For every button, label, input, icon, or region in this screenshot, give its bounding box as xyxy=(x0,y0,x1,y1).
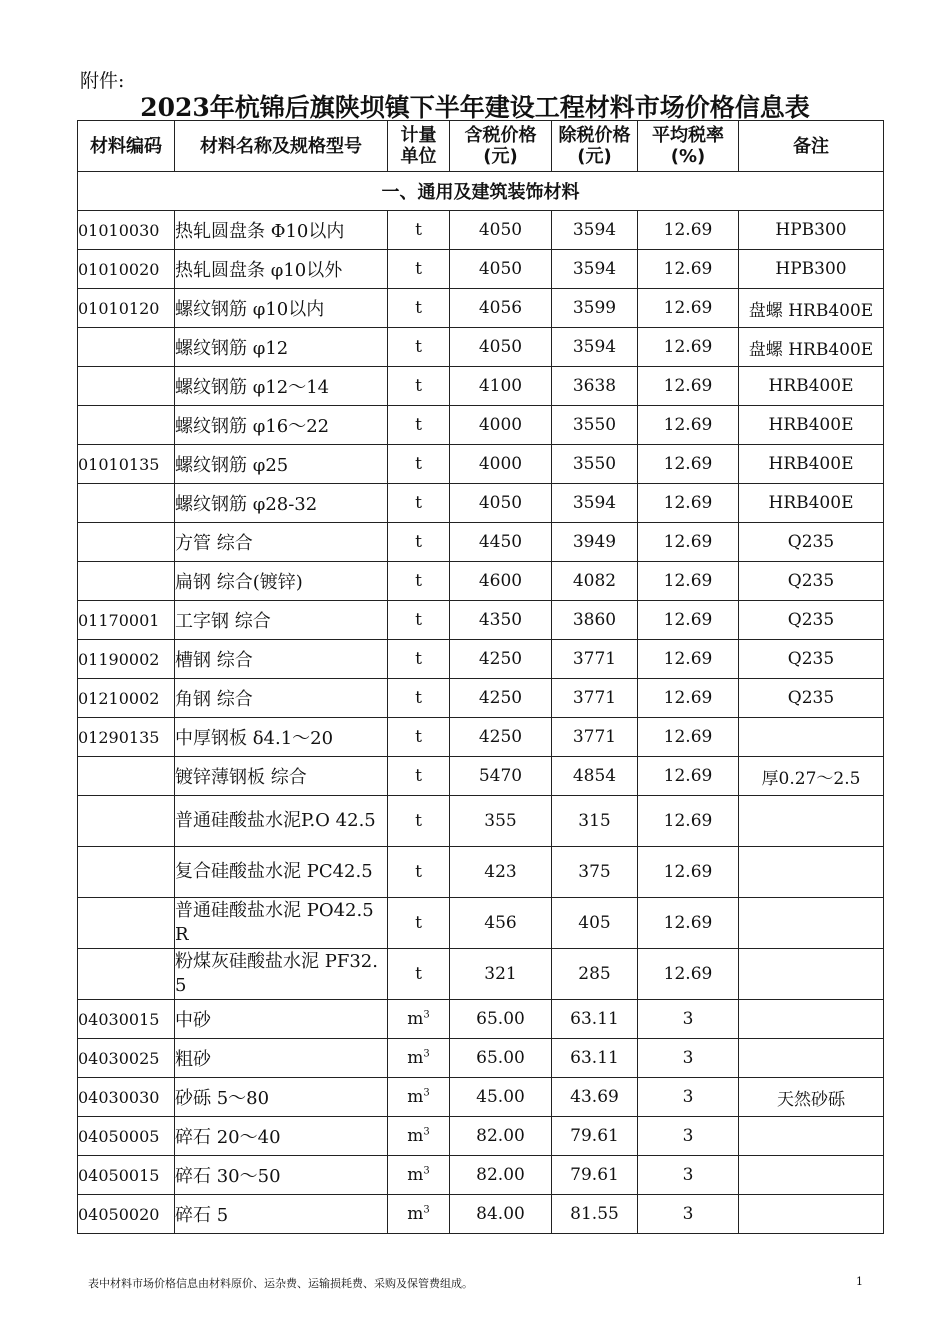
cell-price-tax: 4350 xyxy=(450,601,552,640)
cell-code xyxy=(78,406,175,445)
cell-note: 盘螺 HRB400E xyxy=(739,328,884,367)
cell-price-notax: 3771 xyxy=(552,679,638,718)
cell-unit: $m^3$ xyxy=(388,1000,450,1039)
cell-unit: t xyxy=(388,523,450,562)
cell-rate: 12.69 xyxy=(638,640,739,679)
cell-name: 螺纹钢筋 φ12～14 xyxy=(175,367,388,406)
cell-name: 螺纹钢筋 φ25 xyxy=(175,445,388,484)
cell-note: 厚0.27～2.5 xyxy=(739,757,884,796)
cell-name: 螺纹钢筋 φ10以内 xyxy=(175,289,388,328)
cell-name: 角钢 综合 xyxy=(175,679,388,718)
cell-price-notax: 3860 xyxy=(552,601,638,640)
unit-superscript: 3 xyxy=(423,1087,430,1099)
cell-rate: 12.69 xyxy=(638,562,739,601)
cell-name: 工字钢 综合 xyxy=(175,601,388,640)
cell-rate: 12.69 xyxy=(638,406,739,445)
cell-unit: t xyxy=(388,757,450,796)
cell-unit: $m^3$ xyxy=(388,1078,450,1117)
cell-unit: t xyxy=(388,445,450,484)
cell-price-tax: 4450 xyxy=(450,523,552,562)
cell-unit: t xyxy=(388,484,450,523)
cell-price-tax: 4600 xyxy=(450,562,552,601)
cell-name: 普通硅酸盐水泥P.O 42.5 xyxy=(175,796,388,847)
cell-note: Q235 xyxy=(739,640,884,679)
cell-note: HPB300 xyxy=(739,211,884,250)
cell-rate: 12.69 xyxy=(638,484,739,523)
cell-unit: t xyxy=(388,679,450,718)
header-note: 备注 xyxy=(739,121,884,172)
table-row xyxy=(78,1000,884,1039)
cell-rate: 3 xyxy=(638,1000,739,1039)
table-row xyxy=(78,328,884,367)
cell-price-notax: 79.61 xyxy=(552,1117,638,1156)
cell-note: HRB400E xyxy=(739,406,884,445)
cell-price-tax: 4050 xyxy=(450,328,552,367)
cell-rate: 12.69 xyxy=(638,367,739,406)
cell-code: 01190002 xyxy=(78,640,175,679)
cell-price-notax: 3594 xyxy=(552,328,638,367)
cell-price-tax: 355 xyxy=(450,796,552,847)
header-price-notax: 除税价格 (元) xyxy=(552,121,638,172)
table-row xyxy=(78,601,884,640)
cell-price-notax: 3771 xyxy=(552,640,638,679)
cell-price-notax: 4854 xyxy=(552,757,638,796)
cell-name: 螺纹钢筋 φ12 xyxy=(175,328,388,367)
cell-name: 槽钢 综合 xyxy=(175,640,388,679)
cell-unit: $m^3$ xyxy=(388,1117,450,1156)
cell-code xyxy=(78,898,175,949)
cell-code xyxy=(78,847,175,898)
cell-code: 01010135 xyxy=(78,445,175,484)
table-row xyxy=(78,847,884,898)
table-row xyxy=(78,367,884,406)
cell-rate: 3 xyxy=(638,1156,739,1195)
cell-code: 04030015 xyxy=(78,1000,175,1039)
cell-rate: 3 xyxy=(638,1195,739,1234)
cell-price-tax: 82.00 xyxy=(450,1156,552,1195)
table-row xyxy=(78,1195,884,1234)
cell-unit: t xyxy=(388,328,450,367)
cell-rate: 12.69 xyxy=(638,949,739,1000)
cell-code: 01290135 xyxy=(78,718,175,757)
cell-price-tax: 82.00 xyxy=(450,1117,552,1156)
cell-name: 复合硅酸盐水泥 PC42.5 xyxy=(175,847,388,898)
table-row xyxy=(78,523,884,562)
cell-code: 04030030 xyxy=(78,1078,175,1117)
cell-rate: 12.69 xyxy=(638,289,739,328)
cell-price-notax: 3599 xyxy=(552,289,638,328)
cell-price-notax: 3550 xyxy=(552,445,638,484)
cell-price-notax: 3594 xyxy=(552,484,638,523)
unit-superscript: 3 xyxy=(423,1009,430,1021)
cell-price-notax: 405 xyxy=(552,898,638,949)
table-row xyxy=(78,718,884,757)
unit-superscript: 3 xyxy=(423,1126,430,1138)
cell-code: 04050015 xyxy=(78,1156,175,1195)
table-row xyxy=(78,484,884,523)
cell-price-tax: 4050 xyxy=(450,250,552,289)
cell-note: HRB400E xyxy=(739,484,884,523)
table-row xyxy=(78,211,884,250)
cell-code: 01010120 xyxy=(78,289,175,328)
cell-unit: t xyxy=(388,601,450,640)
cell-name: 螺纹钢筋 φ28-32 xyxy=(175,484,388,523)
cell-price-notax: 3638 xyxy=(552,367,638,406)
cell-note xyxy=(739,898,884,949)
cell-code: 01210002 xyxy=(78,679,175,718)
cell-code: 01010020 xyxy=(78,250,175,289)
cell-rate: 12.69 xyxy=(638,523,739,562)
footnote: 表中材料市场价格信息由材料原价、运杂费、运输损耗费、采购及保管费组成。 xyxy=(88,1277,473,1290)
cell-price-tax: 4250 xyxy=(450,640,552,679)
table-row xyxy=(78,1117,884,1156)
cell-price-notax: 315 xyxy=(552,796,638,847)
cell-rate: 12.69 xyxy=(638,211,739,250)
cell-price-tax: 65.00 xyxy=(450,1000,552,1039)
attachment-label: 附件: xyxy=(80,70,125,92)
cell-price-notax: 3949 xyxy=(552,523,638,562)
cell-rate: 12.69 xyxy=(638,250,739,289)
page-number: 1 xyxy=(856,1275,863,1288)
cell-name: 螺纹钢筋 φ16～22 xyxy=(175,406,388,445)
cell-price-notax: 375 xyxy=(552,847,638,898)
unit-superscript: 3 xyxy=(423,1204,430,1216)
cell-price-tax: 4000 xyxy=(450,445,552,484)
cell-price-notax: 81.55 xyxy=(552,1195,638,1234)
table-row xyxy=(78,640,884,679)
cell-name: 热轧圆盘条 φ10以外 xyxy=(175,250,388,289)
cell-price-tax: 4250 xyxy=(450,718,552,757)
cell-price-tax: 4056 xyxy=(450,289,552,328)
unit-superscript: 3 xyxy=(423,1165,430,1177)
cell-unit: t xyxy=(388,898,450,949)
cell-note: 盘螺 HRB400E xyxy=(739,289,884,328)
cell-rate: 3 xyxy=(638,1117,739,1156)
cell-name: 中厚钢板 δ4.1～20 xyxy=(175,718,388,757)
cell-rate: 12.69 xyxy=(638,718,739,757)
cell-note xyxy=(739,1117,884,1156)
cell-unit: t xyxy=(388,640,450,679)
cell-note xyxy=(739,718,884,757)
cell-unit: $m^3$ xyxy=(388,1195,450,1234)
cell-price-tax: 4050 xyxy=(450,211,552,250)
cell-name: 碎石 5 xyxy=(175,1195,388,1234)
cell-note xyxy=(739,949,884,1000)
table-row xyxy=(78,289,884,328)
table-row xyxy=(78,1078,884,1117)
cell-note xyxy=(739,1000,884,1039)
cell-rate: 12.69 xyxy=(638,898,739,949)
cell-price-notax: 3594 xyxy=(552,250,638,289)
document-title: 2023年杭锦后旗陕坝镇下半年建设工程材料市场价格信息表 xyxy=(140,93,810,122)
cell-unit: t xyxy=(388,289,450,328)
header-unit: 计量 单位 xyxy=(388,121,450,172)
cell-rate: 12.69 xyxy=(638,601,739,640)
cell-code xyxy=(78,367,175,406)
table-row xyxy=(78,898,884,949)
cell-code xyxy=(78,328,175,367)
cell-note xyxy=(739,1156,884,1195)
cell-code: 01010030 xyxy=(78,211,175,250)
cell-price-tax: 321 xyxy=(450,949,552,1000)
header-price-tax: 含税价格 (元) xyxy=(450,121,552,172)
cell-note xyxy=(739,1039,884,1078)
cell-price-tax: 4100 xyxy=(450,367,552,406)
section-title: 一、通用及建筑装饰材料 xyxy=(78,172,884,211)
cell-price-notax: 3550 xyxy=(552,406,638,445)
cell-code xyxy=(78,796,175,847)
cell-rate: 3 xyxy=(638,1078,739,1117)
cell-unit: t xyxy=(388,796,450,847)
table-row xyxy=(78,562,884,601)
cell-name: 中砂 xyxy=(175,1000,388,1039)
unit-superscript: 3 xyxy=(423,1048,430,1060)
cell-rate: 12.69 xyxy=(638,328,739,367)
cell-price-notax: 3771 xyxy=(552,718,638,757)
header-name: 材料名称及规格型号 xyxy=(175,121,388,172)
cell-note: Q235 xyxy=(739,679,884,718)
cell-price-notax: 63.11 xyxy=(552,1039,638,1078)
cell-price-tax: 4050 xyxy=(450,484,552,523)
cell-price-notax: 3594 xyxy=(552,211,638,250)
cell-price-tax: 45.00 xyxy=(450,1078,552,1117)
cell-unit: t xyxy=(388,211,450,250)
cell-price-notax: 285 xyxy=(552,949,638,1000)
cell-name: 粗砂 xyxy=(175,1039,388,1078)
table-row xyxy=(78,757,884,796)
cell-rate: 12.69 xyxy=(638,847,739,898)
cell-note: Q235 xyxy=(739,601,884,640)
cell-price-tax: 456 xyxy=(450,898,552,949)
cell-name: 热轧圆盘条 Φ10以内 xyxy=(175,211,388,250)
cell-name: 扁钢 综合(镀锌) xyxy=(175,562,388,601)
cell-code xyxy=(78,949,175,1000)
cell-rate: 12.69 xyxy=(638,757,739,796)
cell-price-tax: 84.00 xyxy=(450,1195,552,1234)
cell-unit: $m^3$ xyxy=(388,1039,450,1078)
cell-code xyxy=(78,523,175,562)
section-row xyxy=(78,172,884,211)
cell-name: 粉煤灰硅酸盐水泥 PF32.5 xyxy=(175,949,388,1000)
cell-note: Q235 xyxy=(739,562,884,601)
table-row xyxy=(78,949,884,1000)
cell-price-notax: 43.69 xyxy=(552,1078,638,1117)
cell-unit: t xyxy=(388,949,450,1000)
cell-unit: t xyxy=(388,718,450,757)
table-header-row xyxy=(78,121,884,172)
cell-price-notax: 4082 xyxy=(552,562,638,601)
cell-name: 砂砾 5～80 xyxy=(175,1078,388,1117)
header-rate: 平均税率 (%) xyxy=(638,121,739,172)
cell-code xyxy=(78,757,175,796)
cell-note: HRB400E xyxy=(739,445,884,484)
cell-note xyxy=(739,847,884,898)
cell-rate: 12.69 xyxy=(638,796,739,847)
cell-name: 碎石 20～40 xyxy=(175,1117,388,1156)
cell-price-tax: 4000 xyxy=(450,406,552,445)
cell-code xyxy=(78,484,175,523)
cell-note: HPB300 xyxy=(739,250,884,289)
cell-rate: 3 xyxy=(638,1039,739,1078)
cell-name: 镀锌薄钢板 综合 xyxy=(175,757,388,796)
cell-unit: t xyxy=(388,250,450,289)
cell-name: 普通硅酸盐水泥 PO42.5R xyxy=(175,898,388,949)
cell-unit: t xyxy=(388,367,450,406)
cell-price-tax: 65.00 xyxy=(450,1039,552,1078)
table-row xyxy=(78,250,884,289)
cell-code: 01170001 xyxy=(78,601,175,640)
header-code: 材料编码 xyxy=(78,121,175,172)
table-row xyxy=(78,679,884,718)
price-table xyxy=(77,120,884,1234)
cell-note xyxy=(739,1195,884,1234)
cell-code: 04050005 xyxy=(78,1117,175,1156)
cell-code: 04030025 xyxy=(78,1039,175,1078)
cell-note xyxy=(739,796,884,847)
table-row xyxy=(78,445,884,484)
cell-code: 04050020 xyxy=(78,1195,175,1234)
cell-unit: $m^3$ xyxy=(388,1156,450,1195)
cell-note: Q235 xyxy=(739,523,884,562)
cell-name: 方管 综合 xyxy=(175,523,388,562)
cell-code xyxy=(78,562,175,601)
table-row xyxy=(78,406,884,445)
cell-price-tax: 5470 xyxy=(450,757,552,796)
cell-unit: t xyxy=(388,406,450,445)
cell-note: 天然砂砾 xyxy=(739,1078,884,1117)
cell-price-notax: 63.11 xyxy=(552,1000,638,1039)
table-row xyxy=(78,796,884,847)
cell-price-notax: 79.61 xyxy=(552,1156,638,1195)
table-row xyxy=(78,1039,884,1078)
cell-price-tax: 4250 xyxy=(450,679,552,718)
cell-unit: t xyxy=(388,562,450,601)
cell-name: 碎石 30～50 xyxy=(175,1156,388,1195)
cell-unit: t xyxy=(388,847,450,898)
cell-rate: 12.69 xyxy=(638,445,739,484)
cell-rate: 12.69 xyxy=(638,679,739,718)
table-row xyxy=(78,1156,884,1195)
cell-price-tax: 423 xyxy=(450,847,552,898)
cell-note: HRB400E xyxy=(739,367,884,406)
